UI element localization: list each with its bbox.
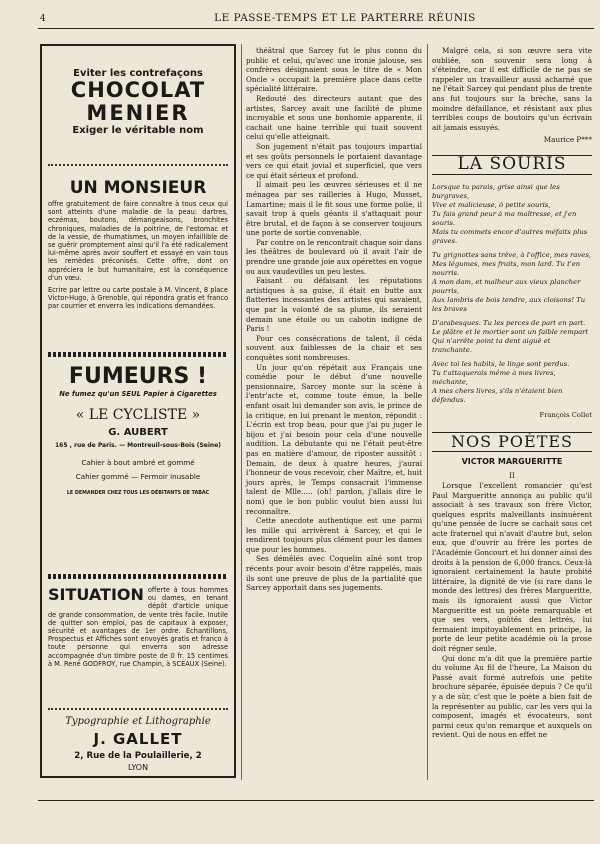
poem-line: Lorsque tu parais, grise ainsi que les burgraves,	[432, 182, 560, 200]
ad-monsieur	[48, 178, 228, 311]
ad-fumeurs	[48, 364, 228, 496]
gallet-city: LYON	[127, 763, 149, 772]
situation-text	[48, 586, 228, 668]
fumeurs-maker: G. AUBERT	[108, 427, 168, 438]
column-rule	[427, 44, 428, 780]
article-paragraph: Pour ces consécrations de talent, il céda souvent aux faiblesses de la chair et ses conquêtes sont nombreuses.	[246, 333, 422, 362]
article-paragraph: Ses démêlés avec Coquelin aîné sont trop récents pour avoir besoin d'être rappelés, mais ils sont une preuve de plus de la partialité que Sarcey apportait dans ses jugements.	[246, 554, 422, 593]
article-paragraph: théâtral que Sarcey fut le plus connu du public et celui, qu'avec une ironie jalouse, ses confrères désignaient sous le titre de « Mon Oncle » occupait la première place dans cette spécialité littéraire.	[246, 46, 422, 94]
situation-body: offerte à tous hommes ou dames, en tenant dépôt d'article unique de grande consommation, de vente très facile. Inutile de quitter son emploi, pas de capitaux à exposer, sécurité et avantages de 1er ordre. Echantillons, Prospectus et Affiches sont envoyés gratis et franco à toute personne qui enverra son adresse accompagnée d'un timbre poste de 0 fr. 15 centimes à M. René GODFROY, rue Champin, à SCEAUX (Seine).	[48, 586, 228, 668]
sarcey-signature: Maurice P***	[543, 135, 592, 145]
article-column-2	[246, 46, 422, 593]
article-paragraph: Il aimait peu les œuvres sérieuses et il ne ménagea par ses railleries à Hugo, Musset, Lamartine; mais il le fit sous une forme polie, il savait trop à quels géants il s'attaquait pour être brutal, et de façon à se conserver toujours une porte de sortie convenable.	[246, 180, 422, 238]
gallet-name: J. GALLET	[93, 730, 183, 748]
article-paragraph: Son jugement n'était pas toujours impartial et ses goûts personnels le portaient davantage vers ce qui était jovial et superficiel, que vers ce qui était sérieux et profond.	[246, 141, 422, 180]
column-rule	[241, 44, 242, 780]
poem-line: Vive et malicieuse, ô petite souris,	[432, 200, 551, 209]
ad-band	[48, 574, 228, 579]
poem-line: Tu t'attaquerais même à mes livres, méchante,	[432, 368, 556, 386]
poem-line: Aux lambris de bois tendre, aux cloisons! Tu les braves	[432, 295, 586, 313]
article-part: II	[509, 471, 515, 481]
article-column-3	[432, 46, 592, 740]
poem-line: Avec toi les habits, le linge sont perdus.	[432, 359, 570, 368]
article-subject: VICTOR MARGUERITTE	[461, 456, 563, 466]
ad-separator	[48, 164, 228, 166]
fumeurs-subtitle: Ne fumez qu'un SEUL Papier à Cigarettes	[59, 390, 217, 398]
poem-line: Mes légumes, mes fruits, mon lard. Tu t'en nourris.	[432, 259, 581, 277]
poem-line: Le plâtre et le mortier sont un faible rempart	[432, 327, 589, 336]
poem-title: LA SOURIS	[432, 155, 592, 175]
advertisements-column	[40, 44, 236, 778]
ad-band	[48, 352, 228, 357]
situation-title: SITUATION	[48, 585, 144, 604]
poem-line: Tu grignottes sans trêve, à l'office, mes raves,	[432, 250, 591, 259]
menier-top: Eviter les contrefaçons	[73, 68, 203, 79]
section-title: NOS POÈTES	[432, 432, 592, 452]
gallet-line-1: Typographie et Lithographie	[65, 716, 211, 727]
gallet-address: 2, Rue de la Poulaillerie, 2	[74, 751, 202, 761]
fumeurs-line-1: Cahier à bout ambré et gommé	[81, 458, 195, 467]
fumeurs-footer: LE DEMANDER CHEZ TOUS LES DÉBITANTS DE TABAC	[66, 491, 210, 496]
menier-brand-2: MENIER	[86, 101, 190, 125]
ad-gallet	[48, 716, 228, 772]
header-rule	[38, 28, 594, 29]
menier-brand-1: CHOCOLAT	[70, 78, 206, 102]
ad-separator	[48, 708, 228, 710]
article-paragraph: Qui donc m'a dit que la première partie du volume Au fil de l'heure, La Maison du Passé avait formé autrefois une petite brochure séparée, épuisée depuis ? Ce qu'il y a de sûr, c'est que le poète a bien fait de la représenter au public, car les vers qui la composent, imagés et évocateurs, sont parmi ceux qu'on remarque et auxquels on revient. Qui de nous en effet ne	[432, 653, 592, 740]
article-paragraph: Lorsque l'excellent romancier qu'est Paul Margueritte annonça au public qu'il associait à ses travaux son frère Victor, quelques esprits malveillants insinuèrent qu'une pensée de lucre se cachait sous cet acte fraternel qui n'avait d'autre but, selon eux, que d'ouvrir au frère les portes de l'Académie Goncourt et lui donner ainsi des droits à la pension de 6,000 francs. Ceux-là ignoraient certainement la haute probité littéraire, la dignité de vie (si rare dans le monde des lettres) des frères Margueritte, mais ils ignoraient aussi que Victor Margueritte est un poète remarquable et que ses vers, goûtés des lettrés, lui fermaient impitoyablement en principe, la porte de leur petite académie où la prose doit régner seule.	[432, 480, 592, 653]
poem-line: A mes chers livres, s'ils n'étaient bien défendus.	[432, 386, 563, 404]
poem-line: Mais tu commets encor d'autres méfaits plus graves.	[432, 227, 588, 245]
sarcey-conclusion: Malgré cela, si son œuvre sera vite oubliée, son souvenir sera long à s'éteindre, car il est difficile de ne pas se rappeler un travailleur aussi acharné que ne l'était Sarcey qui pendant plus de trente ans fut toujours sur la brèche, sans la moindre défaillance, et résistant aux plus terribles coups de boutoirs qu'un écrivain ait jamais essuyés.	[432, 46, 592, 132]
page-header	[0, 8, 600, 30]
menier-bottom: Exiger le véritable nom	[72, 125, 204, 136]
article-paragraph: Un jour qu'on répétait aux Français une comédie pour le début d'une nouvelle pensionnaire, Sarcey monte sur la scène à l'entr'acte et, comme toute émue, la belle enfant osait lui demander son avis, le prince de la critique, en lui prenant le menton, répondit : L'écrin est trop beau, pour que j'ai pu juger le bijou et j'ai besoin pour cela d'une nouvelle audition. La débutante qui ne l'était peut-être pas en matière d'amour, de riposter aussitôt : Demain, de deux à quatre heures, j'aurai l'honneur de vous recevoir, cher Maître, et, huit jours après, le Temps consacrait l'immense talent de Mlle..... (oh! pardon, j'allais dire le nom) que le bon public voulut bien aussi lui reconnaître.	[246, 362, 422, 516]
monsieur-contact: Ecrire par lettre ou carte postale à M. Vincent, 8 place Victor-Hugo, à Grenoble, qui répondra gratis et franco par courrier et enverra les indications demandées.	[48, 286, 228, 311]
margueritte-article	[432, 481, 592, 740]
ad-menier	[48, 68, 228, 136]
poem-line: D'arabesques. Tu les perces de part en part.	[432, 318, 586, 327]
article-paragraph: Par contre on le rencontrait chaque soir dans les théâtres de boulevard où il avait l'air de prendre une grande joie aux opérettes en vogue ou aux vaudevilles un peu lestes.	[246, 237, 422, 276]
fumeurs-title: FUMEURS !	[68, 364, 208, 389]
fumeurs-brand: « LE CYCLISTE »	[75, 407, 201, 423]
article-paragraph: Redouté des directeurs autant que des artistes, Sarcey avait une facilité de plume incroyable et sous une bonhomie apparente, il cachait une haine terrible qui tuait souvent celui qu'elle atteignait.	[246, 93, 422, 142]
monsieur-body: offre gratuitement de faire connaître à tous ceux qui sont atteints d'une maladie de la peau: dartres, eczémas, boutons, démangeaisons, bronchites chroniques, maladies de la poitrine, de l'estomac et de la vessie, de rhumatismes, un moyen infaillible de se guérir promptement ainsi qu'il l'a été radicalement lui-même après avoir souffert et essayé en vain tous les remèdes préconisés. Cette offre, dont on appréciera le but humanitaire, est la conséquence d'un vœu.	[48, 200, 228, 282]
poem-line: Qui n'arrête point ta dent aiguë et tranchante.	[432, 336, 551, 354]
fumeurs-address: 165 , rue de Paris. — Montreuil-sous-Bois (Seine)	[55, 442, 221, 449]
monsieur-title: UN MONSIEUR	[69, 178, 207, 198]
journal-title: LE PASSE-TEMPS ET LE PARTERRE RÉUNIS	[214, 12, 476, 24]
poem	[432, 183, 592, 405]
poem-author: François Collet	[539, 410, 592, 419]
poem-line: A mon dam, et malheur aux vieux plancher pourris,	[432, 277, 581, 295]
page-number: 4	[40, 14, 46, 24]
bottom-rule	[38, 800, 594, 801]
fumeurs-line-2: Cahier gommé — Fermoir inusable	[75, 472, 201, 481]
poem-line: Tu fais grand peur à ma maîtresse, et j'en souris.	[432, 209, 577, 227]
article-paragraph: Faisant ou défaisant les réputations artistiques à sa guise, il était en butte aux flatteries incessantes des artistes qui savaient, que par la volonté de sa plume, ils seraient demain une étoile ou un cabotin indigne de Paris !	[246, 276, 422, 334]
ad-situation	[48, 586, 228, 668]
article-paragraph: Cette anecdote authentique est une parmi les mille qui arrivèrent à Sarcey, et qui le rendirent toujours plus clément pour les dames que pour les hommes.	[246, 516, 422, 554]
